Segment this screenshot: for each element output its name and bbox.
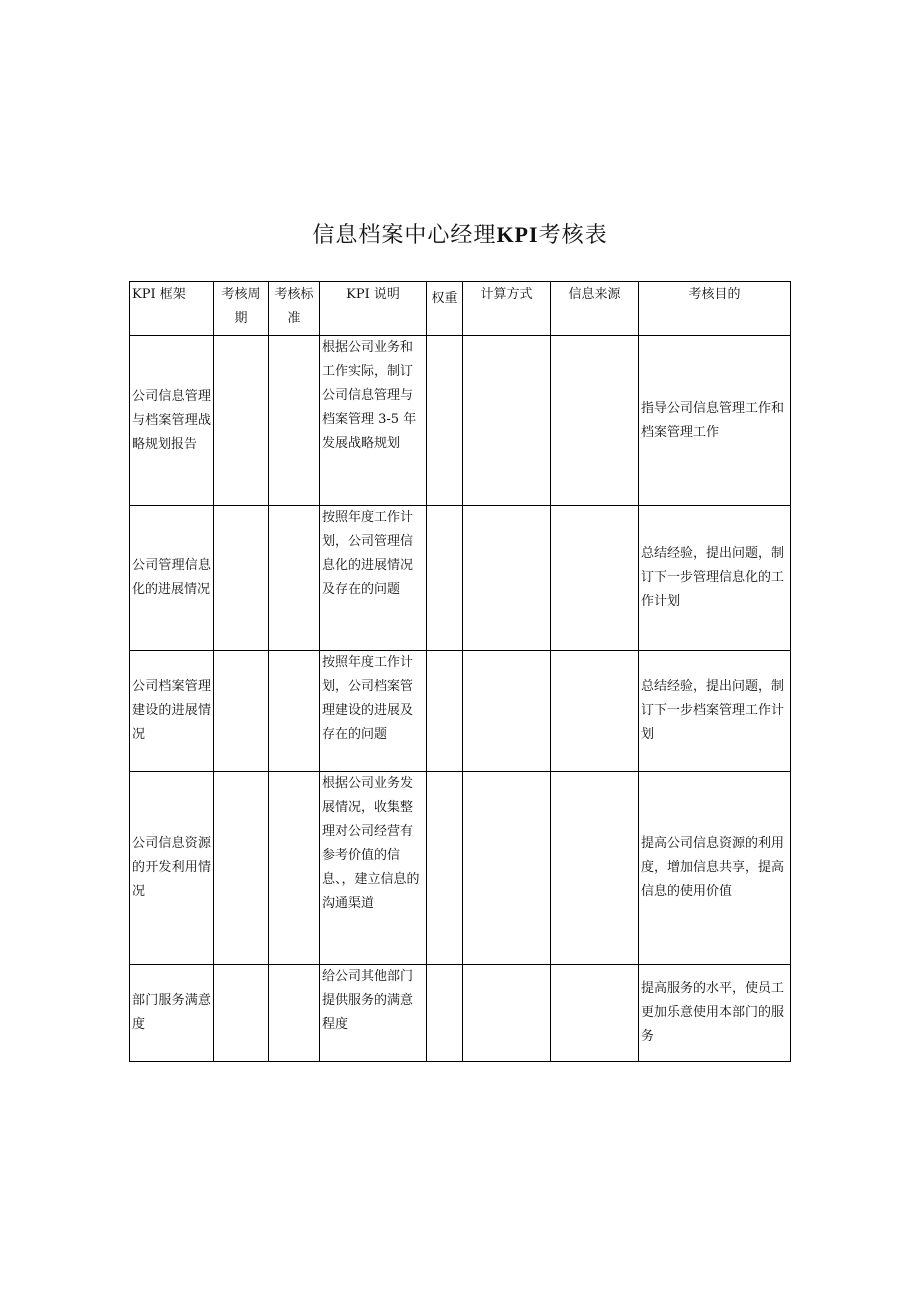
cell-weight xyxy=(427,651,463,772)
header-framework: KPI 框架 xyxy=(130,282,214,336)
cell-period xyxy=(214,336,269,506)
title-suffix: 考核表 xyxy=(538,223,608,248)
title-kpi: KPI xyxy=(496,222,539,247)
header-purpose: 考核目的 xyxy=(639,282,791,336)
cell-weight xyxy=(427,506,463,651)
cell-source xyxy=(551,772,639,965)
cell-period xyxy=(214,506,269,651)
cell-calculation xyxy=(463,965,551,1062)
cell-purpose: 总结经验，提出问题，制订下一步档案管理工作计划 xyxy=(639,651,791,772)
table-row xyxy=(130,772,791,965)
cell-purpose: 指导公司信息管理工作和档案管理工作 xyxy=(639,336,791,506)
table-header-row xyxy=(130,282,791,336)
cell-calculation xyxy=(463,651,551,772)
cell-framework: 公司信息管理与档案管理战略规划报告 xyxy=(130,336,214,506)
cell-framework: 公司档案管理建设的进展情况 xyxy=(130,651,214,772)
cell-standard xyxy=(269,506,320,651)
cell-source xyxy=(551,506,639,651)
cell-purpose: 提高服务的水平，使员工更加乐意使用本部门的服务 xyxy=(639,965,791,1062)
cell-framework: 公司管理信息化的进展情况 xyxy=(130,506,214,651)
cell-purpose: 总结经验，提出问题，制订下一步管理信息化的工作计划 xyxy=(639,506,791,651)
kpi-table xyxy=(129,281,791,1062)
cell-framework: 部门服务满意度 xyxy=(130,965,214,1062)
cell-weight xyxy=(427,336,463,506)
header-calculation: 计算方式 xyxy=(463,282,551,336)
page-title xyxy=(0,218,920,249)
cell-source xyxy=(551,336,639,506)
cell-calculation xyxy=(463,772,551,965)
cell-weight xyxy=(427,965,463,1062)
header-description: KPI 说明 xyxy=(320,282,427,336)
cell-weight xyxy=(427,772,463,965)
cell-standard xyxy=(269,965,320,1062)
header-period: 考核周期 xyxy=(214,282,269,336)
table-row xyxy=(130,336,791,506)
cell-standard xyxy=(269,651,320,772)
cell-period xyxy=(214,772,269,965)
table-row xyxy=(130,506,791,651)
cell-description: 给公司其他部门提供服务的满意程度 xyxy=(320,965,427,1062)
cell-purpose: 提高公司信息资源的利用度，增加信息共享，提高信息的使用价值 xyxy=(639,772,791,965)
cell-description: 根据公司业务和工作实际，制订公司信息管理与档案管理 3-5 年发展战略规划 xyxy=(320,336,427,506)
cell-description: 根据公司业务发展情况，收集整理对公司经营有参考价值的信息、，建立信息的沟通渠道 xyxy=(320,772,427,965)
header-weight: 权重 xyxy=(427,282,463,336)
cell-description: 按照年度工作计划，公司档案管理建设的进展及存在的问题 xyxy=(320,651,427,772)
cell-framework: 公司信息资源的开发利用情况 xyxy=(130,772,214,965)
cell-source xyxy=(551,965,639,1062)
title-prefix: 信息档案中心经理 xyxy=(312,223,497,248)
header-standard: 考核标准 xyxy=(269,282,320,336)
cell-standard xyxy=(269,336,320,506)
cell-period xyxy=(214,651,269,772)
table-row xyxy=(130,965,791,1062)
cell-period xyxy=(214,965,269,1062)
table-row xyxy=(130,651,791,772)
cell-description: 按照年度工作计划，公司管理信息化的进展情况及存在的问题 xyxy=(320,506,427,651)
cell-source xyxy=(551,651,639,772)
cell-calculation xyxy=(463,336,551,506)
header-source: 信息来源 xyxy=(551,282,639,336)
cell-calculation xyxy=(463,506,551,651)
cell-standard xyxy=(269,772,320,965)
